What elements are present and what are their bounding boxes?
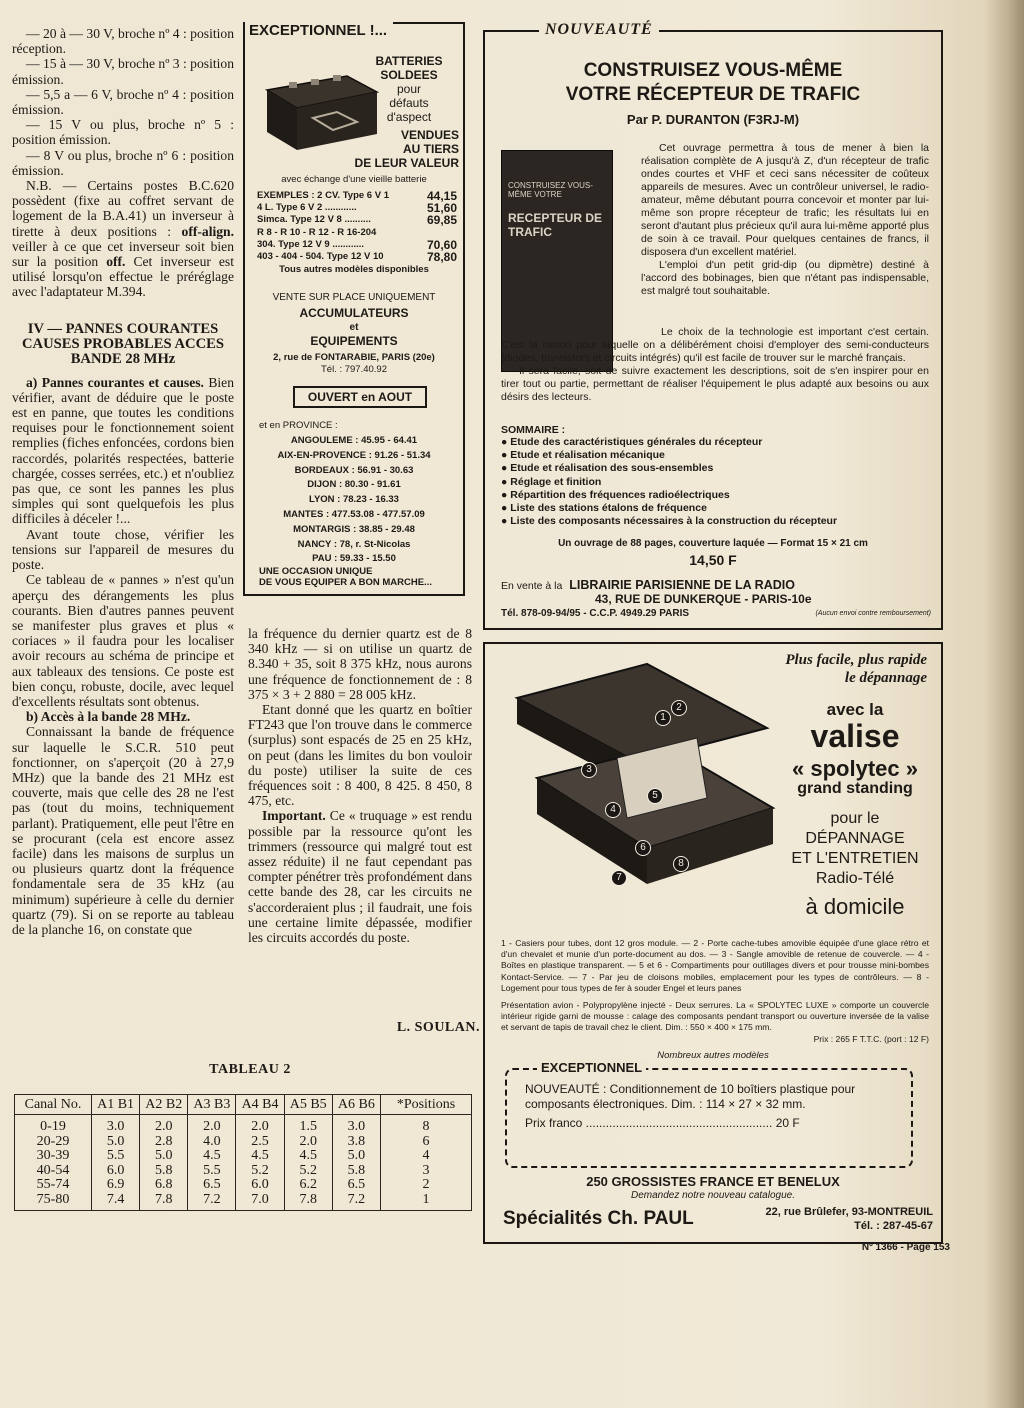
ad-label: EXCEPTIONNEL	[537, 1060, 646, 1075]
sommaire-list	[501, 436, 929, 528]
sommaire-item	[501, 515, 929, 528]
table-cell: 7.8	[140, 1193, 188, 1210]
city-item: PAU : 59.33 - 15.50	[312, 553, 396, 565]
book-description-cont	[501, 326, 929, 404]
table-cell: 5.5	[188, 1164, 236, 1179]
ad-text: à domicile	[805, 894, 905, 919]
table-cell: 2.0	[284, 1135, 332, 1150]
callout-number: 8	[673, 856, 689, 872]
article-column-left	[12, 26, 234, 937]
paragraph: Etant donné que les quartz en boîtier FT243 que l'on trouve dans le commerce (surplus) sont espacés de 25 en 25 kHz, on peut (dans les limites du bon vouloir du poste) utiliser la suite de ces fréquences soit : 8 400, 8 425. 8 450, 8 475, etc.	[248, 702, 472, 809]
table-cell: 5.2	[284, 1164, 332, 1179]
ad-text: pour	[396, 82, 422, 96]
table-cell: 2.8	[140, 1135, 188, 1150]
table-cell: 7.2	[332, 1193, 380, 1210]
paragraph: Avant toute chose, vérifier les tensions sur l'appareil de mesures du poste.	[12, 526, 234, 573]
ad-header: EXCEPTIONNEL !...	[245, 22, 393, 39]
ad-text: BATTERIES	[375, 54, 443, 68]
bullet-icon: ●	[501, 515, 511, 528]
price-row	[257, 227, 457, 239]
table-row	[15, 1193, 472, 1210]
ad-text: Prix franco ........................................................ 20 F	[525, 1116, 800, 1130]
book-cover-text: CONSTRUISEZ VOUS-MÊME VOTRE	[508, 181, 593, 199]
price-model: R 8 - R 10 - R 12 - R 16-204	[257, 226, 377, 238]
open-august-box: OUVERT en AOUT	[293, 386, 427, 408]
book-ad	[483, 21, 943, 630]
table-cell: 30-39	[15, 1149, 92, 1164]
seller-line	[501, 578, 931, 592]
table-cell: 5.0	[332, 1149, 380, 1164]
table-row	[15, 1149, 472, 1164]
book-description	[641, 142, 929, 298]
page-number: Nº 1366 - Page 153	[861, 1242, 950, 1253]
book-format: Un ouvrage de 88 pages, couverture laquée — Format 15 × 21 cm	[558, 538, 868, 549]
paragraph: Il sera facile, soit de suivre exactement les descriptions, soit de s'en inspirer pour en tirer tout ou partie, permettant de réaliser l'équipement le plus adapté aux besoins ou aux désirs des lecteurs.	[501, 365, 929, 403]
ad-slogan: Plus facile, plus rapide	[785, 652, 927, 668]
bullet-icon: ●	[501, 502, 511, 515]
exceptional-box	[505, 1060, 913, 1168]
nb-bold: off-align.	[181, 223, 234, 239]
table-cell: 2.0	[140, 1115, 188, 1135]
column-header: *Positions	[381, 1095, 472, 1115]
nb-text: N.B. — Certains postes B.C.620 possèdent (fixe au coffret servant de logement de la B.A.41) un inverseur à tirette à deux positions :	[12, 178, 234, 239]
article-column-middle	[248, 626, 472, 945]
table-cell: 2	[381, 1178, 472, 1193]
table-cell: 6	[381, 1135, 472, 1150]
ad-text: EQUIPEMENTS	[310, 334, 398, 348]
ad-text: Tous autres modèles disponibles	[279, 264, 429, 275]
callout-number: 2	[671, 700, 687, 716]
product-name: valise	[810, 718, 900, 754]
nb-bold: off.	[106, 254, 126, 270]
sommaire-item	[501, 476, 929, 489]
city-item: NANCY : 78, r. St-Nicolas	[297, 538, 411, 550]
table-cell: 4.5	[236, 1149, 284, 1164]
table-cell: 7.2	[188, 1193, 236, 1210]
nb-text: Cet inverseur est utilisé lorsqu'on effectue le préréglage avec l'adaptateur M.394.	[12, 254, 234, 300]
ad-text: DE LEUR VALEUR	[354, 156, 459, 170]
sommaire-text: Répartition des fréquences radioélectriques	[510, 488, 730, 501]
table-cell: 6.2	[284, 1178, 332, 1193]
ad-headline-block	[359, 54, 459, 124]
section-heading: IV — PANNES COURANTES CAUSES PROBABLES ACCES BANDE 28 MHz	[22, 320, 224, 367]
price-list	[257, 190, 457, 263]
battery-ad	[243, 22, 465, 596]
city-item: ANGOULEME : 45.95 - 64.41	[290, 435, 418, 446]
callout-number: 6	[635, 840, 651, 856]
ad-text: ACCUMULATEURS	[299, 306, 409, 320]
table-row	[15, 1115, 472, 1135]
table-cell: 4.0	[188, 1135, 236, 1150]
paragraph: Connaissant la bande de fréquence sur laquelle le S.C.R. 510 peut fonctionner, on s'aperçoit (20 à 27,9 MHz) que la bande des 21 MHz est couverte, mais que celle des 28 ne l'est pas (tout du moins, techniquement parlant). Pratiquement, elle peut l'être en se procurant (cela est encore assez facile) dans les maisons de surplus un ou plusieurs quartz dont la fréquence fondamentale sera de 35 kHz (au minimum) supérieure à celle du dernier quartz (79). Si on se reporte au tableau de la planche 16, on constate que	[12, 724, 234, 937]
paragraph: la fréquence du dernier quartz est de 8 340 kHz — si on utilise un quartz de 8.340 + 35, soit 8 375 kHz, nous aurons une fréquence de fonctionnement de : 8 375 × 3 + 2 880 = 28 005 kHz.	[248, 626, 472, 702]
column-header: A6 B6	[332, 1095, 380, 1115]
brand-tel: Tél. : 287-45-67	[854, 1220, 933, 1232]
ad-text: défauts	[389, 96, 429, 110]
text-line: — 15 V ou plus, broche nº 5 : position émission.	[12, 117, 234, 148]
sommaire-text: Réglage et finition	[510, 475, 602, 488]
paragraph-title: a) Pannes courantes et causes.	[26, 374, 204, 390]
column-header: Canal No.	[15, 1095, 92, 1115]
ad-text: Nombreux autres modèles	[657, 1050, 769, 1061]
seller-tel: Tél. 878-09-94/95 - C.C.P. 4949.29 PARIS	[501, 608, 690, 619]
case-presentation: Présentation avion - Polypropylène injecté - Deux serrures. La « SPOLYTEC LUXE » comporte un couvercle intérieur rigide garni de mousse : calage des composants pendant transport ou ouverture inversée de la valise et servant de tapis de travail chez le client. Dim. : 550 × 400 × 175 mm.	[501, 1000, 929, 1033]
page-gutter-shadow	[984, 0, 1024, 1408]
sommaire-text: Etude et réalisation des sous-ensembles	[510, 462, 714, 475]
ad-text: NOUVEAUTÉ : Conditionnement de 10 boîtiers plastique pour composants électroniques. Dim. : 114 × 27 × 32 mm.	[525, 1082, 856, 1111]
table-cell: 1.5	[284, 1115, 332, 1135]
ad-text: et en PROVINCE :	[259, 420, 338, 431]
sommaire-item	[501, 502, 929, 515]
table-cell: 6.0	[236, 1178, 284, 1193]
bullet-icon: ●	[501, 488, 511, 501]
callout-number: 7	[611, 870, 627, 886]
ad-text: En vente à la	[501, 580, 563, 592]
table-header-row	[15, 1095, 472, 1115]
ad-text: DE VOUS EQUIPER A BON MARCHE...	[259, 577, 432, 588]
nb-text: veiller à ce que cet inverseur soit bien sur la position	[12, 238, 234, 270]
paragraph-b-title	[12, 709, 234, 724]
city-item: AIX-EN-PROVENCE : 91.26 - 51.34	[277, 449, 431, 461]
ad-text: VENTE SUR PLACE UNIQUEMENT	[272, 292, 436, 303]
sommaire-item	[501, 462, 929, 475]
table-cell: 5.0	[140, 1149, 188, 1164]
paragraph-text: Bien vérifier, avant de déduire que le poste est en panne, que toutes les conditions requises pour le fonctionnement soient remplies (fiches enfoncées, cordons bien raccordés, polarités respectées, batterie chargée, cosses serrées, etc.) et n'oubliez pas que, ce sont les pannes les plus simples qui sont quelquefois les plus difficiles à déceler !...	[12, 374, 234, 527]
ad-headline-block	[315, 128, 459, 170]
price-model: 403 - 404 - 504. Type 12 V 10	[257, 251, 384, 263]
table-cell: 4.5	[284, 1149, 332, 1164]
table-row	[15, 1178, 472, 1193]
table-cell: 3.8	[332, 1135, 380, 1150]
ad-text: VENDUES	[400, 128, 459, 142]
table-cell: 5.8	[140, 1164, 188, 1179]
callout-number: 5	[647, 788, 663, 804]
price-model: Simca. Type 12 V 8 ..........	[257, 214, 371, 226]
paragraph-a	[12, 375, 234, 527]
ad-text: avec la	[826, 700, 884, 719]
ad-text: DÉPANNAGE	[805, 830, 905, 847]
price-value: 44,15	[426, 189, 457, 203]
table-cell: 40-54	[15, 1164, 92, 1179]
paragraph	[248, 808, 472, 945]
case-ad	[483, 642, 943, 1244]
text-line: — 5,5 a — 6 V, broche nº 4 : position émission.	[12, 86, 234, 118]
sommaire-text: Liste des composants nécessaires à la construction du récepteur	[510, 515, 838, 528]
city-item: BORDEAUX : 56.91 - 30.63	[294, 464, 414, 476]
bullet-icon: ●	[501, 475, 511, 488]
table-cell: 3.0	[92, 1115, 140, 1135]
ad-footer	[259, 566, 463, 588]
table-cell: 7.4	[92, 1193, 140, 1210]
ad-text: SOLDEES	[380, 68, 438, 82]
brand-name: Spécialités Ch. PAUL	[503, 1208, 694, 1229]
sommaire-item	[501, 449, 929, 462]
ad-text: et	[349, 322, 359, 333]
table-cell: 7.0	[236, 1193, 284, 1210]
paragraph: Cet ouvrage permettra à tous de mener à bien la réalisation complète de A jusqu'à Z, d'un récepteur de trafic ondes courtes et VHF et ceci sans nécessiter de coûteux appareils de mesures. Avec un contrôleur universel, le radio-amateur, même débutant pourra concevoir et monter par lui-même son propre récepteur de trafic; les résultats lui en seront d'autant plus précieux qu'il aura lui-même apporté plus de soin à ce travail. Pour quelques centaines de francs, il disposera d'un excellent matériel.	[641, 142, 929, 258]
ad-label: NOUVEAUTÉ	[539, 21, 659, 39]
ad-text: pour le	[830, 810, 880, 827]
sommaire-text: Liste des stations étalons de fréquence	[510, 502, 707, 515]
table-cell: 2.0	[236, 1115, 284, 1135]
table-row	[15, 1135, 472, 1150]
column-header: A1 B1	[92, 1095, 140, 1115]
table-cell: 4.5	[188, 1149, 236, 1164]
sommaire-text: Etude des caractéristiques générales du récepteur	[510, 436, 763, 448]
text-line: — 20 à — 30 V, broche nº 4 : position réception.	[12, 26, 234, 57]
ad-text: AU TIERS	[402, 142, 459, 156]
product-brand: « spolytec »	[792, 756, 918, 781]
book-title-line: CONSTRUISEZ VOUS-MÊME	[583, 60, 843, 81]
case-price: Prix : 265 F T.T.C. (port : 12 F)	[813, 1034, 929, 1044]
city-item: MONTARGIS : 38.85 - 29.48	[293, 523, 415, 535]
price-value: 78,80	[426, 250, 457, 265]
column-header: A3 B3	[188, 1095, 236, 1115]
price-row	[257, 214, 457, 226]
city-item: DIJON : 80.30 - 91.61	[307, 479, 401, 491]
nb-paragraph	[12, 178, 234, 300]
case-description: 1 - Casiers pour tubes, dont 12 gros module. — 2 - Porte cache-tubes amovible équipée d'une glace rétro et d'un chevalet et munie d'un porte-document au dos. — 3 - Sangle amovible de retenue de couvercle. — 4 - Boîtes en plastique transparent. — 5 et 6 - Compartiments pour outillages divers et pour trousse mini-bombes Kontact-Service. — 7 - Par jeu de cloisons mobiles, emplacement pour les types de contrôleurs. — 8 - Logement pour tous types de fer à souder Engel et leurs panes	[501, 938, 929, 993]
brand-address: 22, rue Brûlefer, 93-MONTREUIL	[765, 1206, 933, 1218]
ad-slogan: le dépannage	[844, 670, 927, 686]
paragraph: Ce tableau de « pannes » n'est qu'un aperçu des dérangements les plus courants. Bien d'autres pannes peuvent se manifester plus graves et plus « coriaces » il faudra pour les localiser avoir recours au schéma de principe et aux tableaux des tensions. Ce poste est bien conçu, robuste, docile, avec lequel d'excellents résultats sont obtenus.	[12, 572, 234, 709]
callout-number: 3	[581, 762, 597, 778]
book-price: 14,50 F	[689, 552, 737, 568]
table-cell: 55-74	[15, 1178, 92, 1193]
ad-text: ET L'ENTRETIEN	[791, 850, 919, 867]
table-cell: 6.8	[140, 1178, 188, 1193]
table-cell: 6.5	[188, 1178, 236, 1193]
ad-text: Radio-Télé	[815, 870, 895, 887]
table-row	[15, 1164, 472, 1179]
book-author: Par P. DURANTON (F3RJ-M)	[626, 112, 800, 127]
price-value: 51,60	[426, 201, 457, 216]
book-title-line: VOTRE RÉCEPTEUR DE TRAFIC	[565, 84, 861, 105]
city-list	[245, 434, 463, 567]
table-cell: 6.5	[332, 1178, 380, 1193]
ad-text: avec échange d'une vieille batterie	[281, 174, 427, 185]
price-row	[257, 251, 457, 263]
seller-note: (Aucun envoi contre remboursement)	[815, 610, 931, 617]
table-cell: 3.0	[332, 1115, 380, 1135]
table-cell: 2.5	[236, 1135, 284, 1150]
callout-number: 4	[605, 802, 621, 818]
table-cell: 4	[381, 1149, 472, 1164]
ad-text: Tél. : 797.40.92	[320, 364, 388, 375]
table-cell: 75-80	[15, 1193, 92, 1210]
price-value: 69,85	[426, 213, 457, 228]
callout-number: 1	[655, 710, 671, 726]
bullet-icon: ●	[501, 436, 511, 448]
table-cell: 5.0	[92, 1135, 140, 1150]
table-cell: 5.5	[92, 1149, 140, 1164]
table-cell: 2.0	[188, 1115, 236, 1135]
price-model: EXEMPLES : 2 CV. Type 6 V 1	[257, 190, 389, 201]
table-cell: 5.8	[332, 1164, 380, 1179]
paragraph: Le choix de la technologie est important c'est certain. C'est la raison pour laquelle on a délibérément choisi d'employer des semi-conducteurs (diodes, transistors et circuits intégrés) qu'il est facile de trouver sur le marché français.	[501, 326, 929, 364]
table-title: TABLEAU 2	[209, 1062, 291, 1077]
table-cell: 7.8	[284, 1193, 332, 1210]
author-signature: L. SOULAN.	[396, 1020, 480, 1035]
paragraph-title: b) Accès à la bande 28 MHz.	[26, 709, 191, 725]
text-line: — 15 à — 30 V, broche nº 3 : position émission.	[12, 56, 234, 87]
book-cover-text: RECEPTEUR DE TRAFIC	[508, 211, 603, 239]
paragraph-text: Ce « truquage » est rendu possible par la ressource qu'ont les trimmers (ressource qui malgré tout est assez réduite) il ne faut cependant pas compter pénétrer très profondément dans cette bande des 28, car les circuits ne s'accorderaient plus ; il faudrait, une fois une certaine limite dépassée, modifier les circuits accordés du poste.	[248, 808, 472, 946]
ad-text: grand standing	[797, 780, 913, 797]
bullet-icon: ●	[501, 449, 511, 462]
price-model: 4 L. Type 6 V 2 ............	[257, 202, 357, 214]
table-cell: 8	[381, 1115, 472, 1135]
bullet-icon: ●	[501, 462, 511, 475]
city-item: MANTES : 477.53.08 - 477.57.09	[283, 508, 425, 520]
sommaire-item	[501, 489, 929, 502]
ad-text: Demandez notre nouveau catalogue.	[630, 1190, 795, 1201]
seller-address: 43, RUE DE DUNKERQUE - PARIS-10e	[595, 592, 812, 606]
table-cell: 20-29	[15, 1135, 92, 1150]
sommaire-item	[501, 436, 929, 449]
ad-text: UNE OCCASION UNIQUE	[259, 566, 373, 577]
paragraph: L'emploi d'un petit grid-dip (ou dipmètre) destiné à l'accord des bobinages, bien que n'étant pas indispensable, est malgré tout souhaitable.	[641, 259, 929, 297]
ad-text: 250 GROSSISTES FRANCE ET BENELUX	[586, 1174, 840, 1189]
city-item: LYON : 78.23 - 16.33	[309, 494, 399, 506]
table-cell: 0-19	[15, 1115, 92, 1135]
price-value: 70,60	[426, 237, 457, 252]
paragraph-title: Important.	[262, 808, 326, 824]
data-table	[14, 1094, 472, 1211]
table-cell: 3	[381, 1164, 472, 1179]
ad-text: d'aspect	[386, 110, 432, 124]
table-cell: 6.9	[92, 1178, 140, 1193]
table-cell: 5.2	[236, 1164, 284, 1179]
sommaire-label: SOMMAIRE :	[501, 424, 566, 436]
table-cell: 6.0	[92, 1164, 140, 1179]
text-line: — 8 V ou plus, broche nº 6 : position émission.	[12, 147, 234, 178]
column-header: A4 B4	[236, 1095, 284, 1115]
sommaire-text: Etude et réalisation mécanique	[510, 449, 665, 462]
column-header: A5 B5	[284, 1095, 332, 1115]
ad-text: LIBRAIRIE PARISIENNE DE LA RADIO	[569, 578, 795, 592]
price-model: 304. Type 12 V 9 ............	[257, 238, 365, 250]
ad-text: 2, rue de FONTARABIE, PARIS (20e)	[273, 352, 435, 363]
table-cell: 1	[381, 1193, 472, 1210]
column-header: A2 B2	[140, 1095, 188, 1115]
